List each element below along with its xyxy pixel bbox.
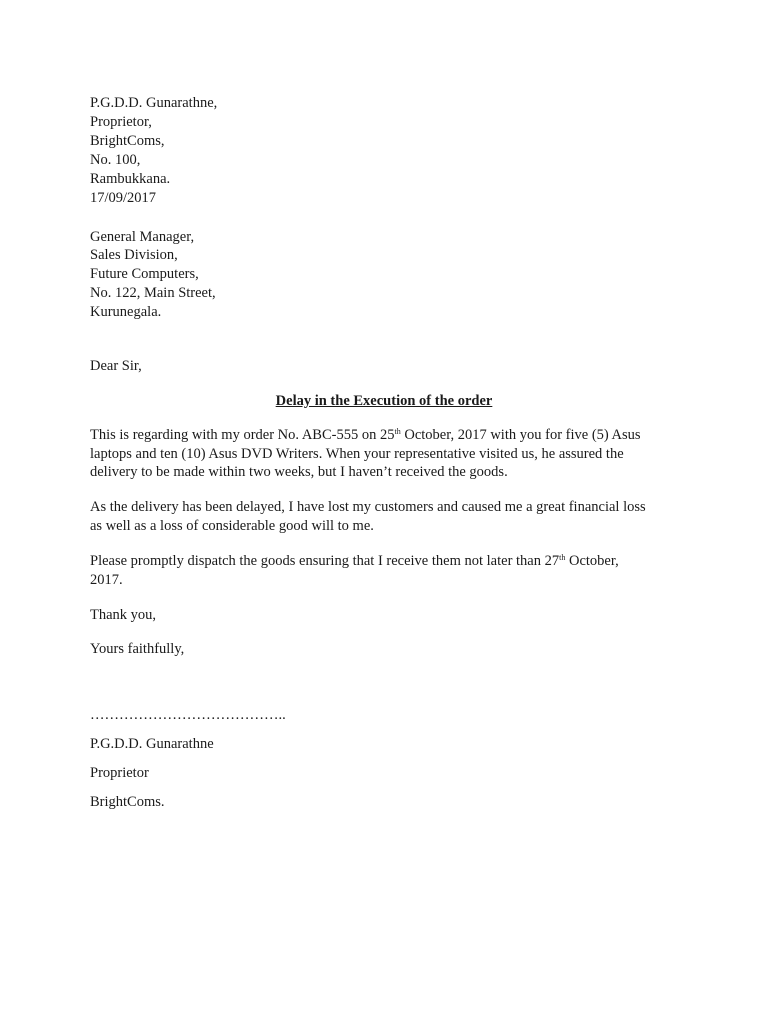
sender-city: Rambukkana.: [90, 171, 171, 187]
recipient-city: Kurunegala.: [90, 304, 162, 320]
text-span: Please promptly dispatch the goods ensuring that I receive them not later than 27: [90, 553, 560, 569]
paragraph-line: as well as a loss of considerable good will to me.: [90, 517, 374, 534]
paragraph-line: laptops and ten (10) Asus DVD Writers. When your representative visited us, he assured the: [90, 445, 624, 462]
thanks-line: Thank you,: [90, 607, 157, 623]
body-paragraph-3: [90, 552, 690, 589]
recipient-division: Sales Division,: [90, 247, 178, 263]
paragraph-line: [90, 426, 690, 445]
salutation: Dear Sir,: [90, 358, 142, 374]
paragraph-line: [90, 552, 690, 571]
sender-name: P.G.D.D. Gunarathne,: [90, 95, 218, 111]
paragraph-line: As the delivery has been delayed, I have lost my customers and caused me a great financial loss: [90, 499, 646, 515]
closing-line: Yours faithfully,: [90, 641, 185, 657]
recipient-street: No. 122, Main Street,: [90, 285, 216, 301]
text-span: October, 2017 with you for five (5) Asus: [400, 427, 641, 443]
body-paragraph-2: [90, 498, 690, 535]
ordinal-suffix: th: [394, 427, 401, 436]
sender-address-no: No. 100,: [90, 152, 141, 168]
signature-name: P.G.D.D. Gunarathne: [90, 736, 214, 752]
sender-title: Proprietor,: [90, 114, 152, 130]
text-span: October,: [565, 553, 619, 569]
signature-title: Proprietor: [90, 765, 149, 781]
letter-date: 17/09/2017: [90, 190, 157, 206]
text-span: This is regarding with my order No. ABC-555 on 25: [90, 427, 395, 443]
recipient-company: Future Computers,: [90, 266, 199, 282]
body-paragraph-1: [90, 426, 690, 482]
paragraph-line: 2017.: [90, 571, 123, 588]
subject-heading: Delay in the Execution of the order: [275, 393, 493, 409]
signature-company: BrightComs.: [90, 794, 165, 810]
sender-company: BrightComs,: [90, 133, 165, 149]
ordinal-suffix: th: [559, 553, 566, 562]
recipient-title: General Manager,: [90, 229, 195, 245]
signature-line: …………………………………..: [90, 707, 286, 723]
paragraph-line: delivery to be made within two weeks, but I haven’t received the goods.: [90, 464, 508, 480]
